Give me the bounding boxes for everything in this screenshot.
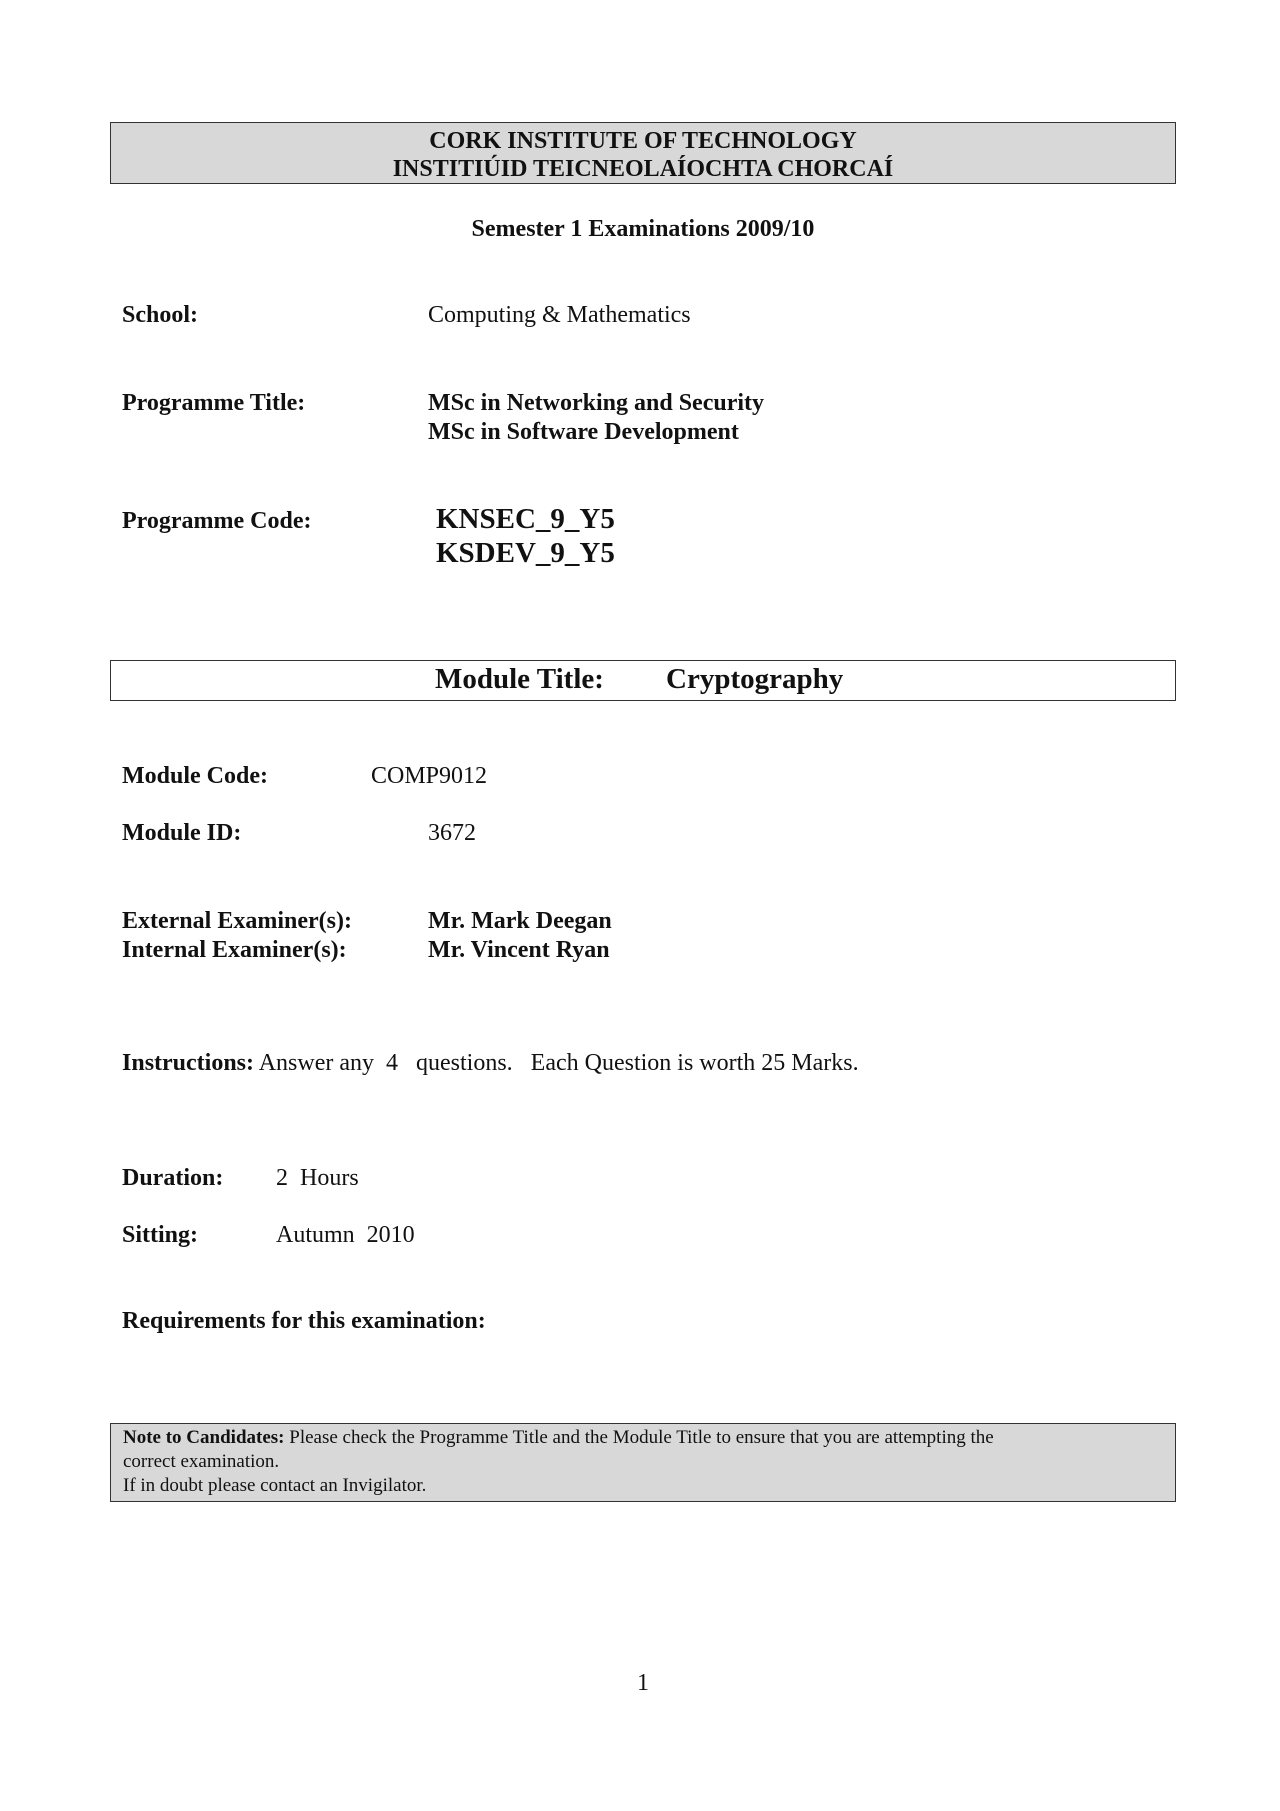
programme-title-label: Programme Title: [122, 390, 306, 416]
page-number: 1 [637, 1670, 649, 1696]
duration-value: 2 Hours [276, 1165, 359, 1191]
programme-code-line-2: KSDEV_9_Y5 [436, 537, 615, 569]
school-label: School: [122, 302, 199, 328]
external-examiner-value: Mr. Mark Deegan [428, 908, 612, 934]
module-title-box [110, 660, 1176, 701]
module-id-label: Module ID: [122, 820, 242, 846]
sitting-value: Autumn 2010 [276, 1222, 415, 1248]
duration-label: Duration: [122, 1165, 224, 1191]
programme-title-line-1: MSc in Networking and Security [428, 390, 764, 416]
school-value: Computing & Mathematics [428, 302, 691, 328]
internal-examiner-label: Internal Examiner(s): [122, 937, 347, 963]
note-text-1: Please check the Programme Title and the Module Title to ensure that you are attempting the [289, 1427, 994, 1448]
module-title-value: Cryptography [666, 663, 844, 695]
module-id-value: 3672 [428, 820, 476, 846]
instructions-label: Instructions: [122, 1050, 255, 1076]
programme-title-line-2: MSc in Software Development [428, 419, 739, 445]
note-line-3: If in doubt please contact an Invigilator. [123, 1475, 427, 1496]
module-code-value: COMP9012 [371, 763, 488, 789]
institution-name-irish: INSTITIÚID TEICNEOLAÍOCHTA CHORCAÍ [392, 156, 894, 182]
internal-examiner-value: Mr. Vincent Ryan [428, 937, 610, 963]
requirements-label: Requirements for this examination: [122, 1308, 486, 1334]
external-examiner-label: External Examiner(s): [122, 908, 352, 934]
note-label: Note to Candidates: [123, 1427, 285, 1448]
note-to-candidates-box [110, 1423, 1176, 1502]
module-title-label: Module Title: [435, 663, 604, 695]
instructions-text: Answer any 4 questions. Each Question is worth 25 Marks. [258, 1050, 859, 1076]
instructions-row [122, 1050, 859, 1077]
institution-name-english: CORK INSTITUTE OF TECHNOLOGY [429, 128, 857, 154]
institution-header [110, 122, 1176, 184]
sitting-label: Sitting: [122, 1222, 199, 1248]
semester-heading: Semester 1 Examinations 2009/10 [471, 216, 815, 242]
note-line-2: correct examination. [123, 1451, 280, 1472]
module-code-label: Module Code: [122, 763, 268, 789]
note-line-1 [123, 1426, 1163, 1450]
programme-code-line-1: KNSEC_9_Y5 [436, 503, 615, 535]
programme-code-label: Programme Code: [122, 508, 312, 534]
